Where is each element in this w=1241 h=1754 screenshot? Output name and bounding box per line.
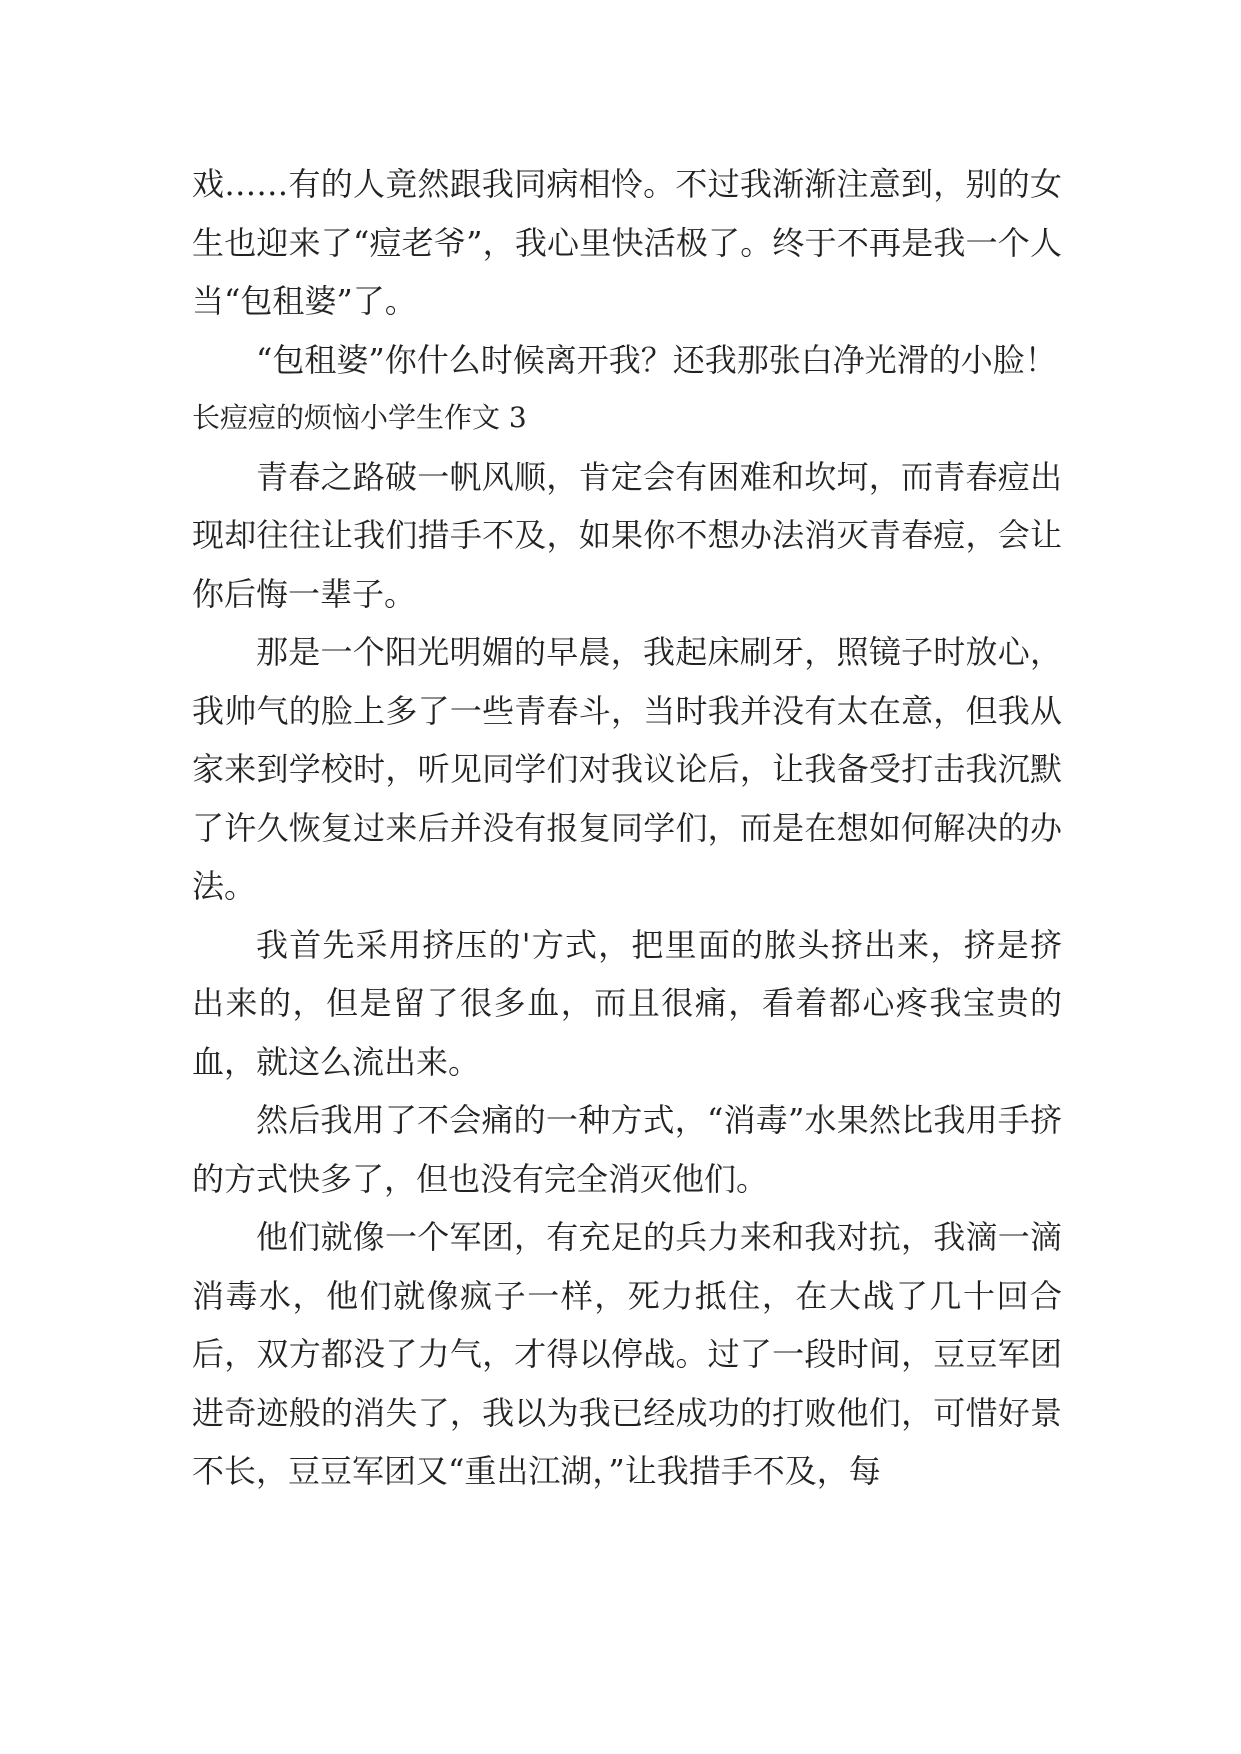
paragraph: 青春之路破一帆风顺，肯定会有困难和坎坷，而青春痘出现却往往让我们措手不及，如果你不想办法消灭青春痘，会让你后悔一辈子。	[192, 457, 1062, 613]
paragraph-continued: 戏……有的人竟然跟我同病相怜。不过我渐渐注意到，别的女生也迎来了“痘老爷”，我心里快活极了。终于不再是我一个人当“包租婆”了。	[192, 165, 1062, 320]
paragraph: 那是一个阳光明媚的早晨，我起床刷牙，照镜子时放心，我帅气的脸上多了一些青春斗，当时我并没有太在意，但我从家来到学校时，听见同学们对我议论后，让我备受打击我沉默了许久恢复过来后并没有报复同学们，而是在想如何解决的办法。	[192, 633, 1062, 905]
document-body	[192, 155, 1062, 1501]
section-heading: 长痘痘的烦恼小学生作文 3	[192, 401, 527, 434]
paragraph: 我首先采用挤压的'方式，把里面的脓头挤出来，挤是挤出来的，但是留了很多血，而且很痛，看着都心疼我宝贵的血，就这么流出来。	[192, 925, 1062, 1081]
paragraph: 他们就像一个军团，有充足的兵力来和我对抗，我滴一滴消毒水，他们就像疯子一样，死力抵住，在大战了几十回合后，双方都没了力气，才得以停战。过了一段时间，豆豆军团进奇迹般的消失了，我以为我已经成功的打败他们，可惜好景不长，豆豆军团又“重出江湖，”让我措手不及，每	[192, 1218, 1062, 1490]
paragraph: 然后我用了不会痛的一种方式，“消毒”水果然比我用手挤的方式快多了，但也没有完全消灭他们。	[192, 1101, 1062, 1198]
paragraph: “包租婆”你什么时候离开我？还我那张白净光滑的小脸！	[256, 340, 1057, 379]
